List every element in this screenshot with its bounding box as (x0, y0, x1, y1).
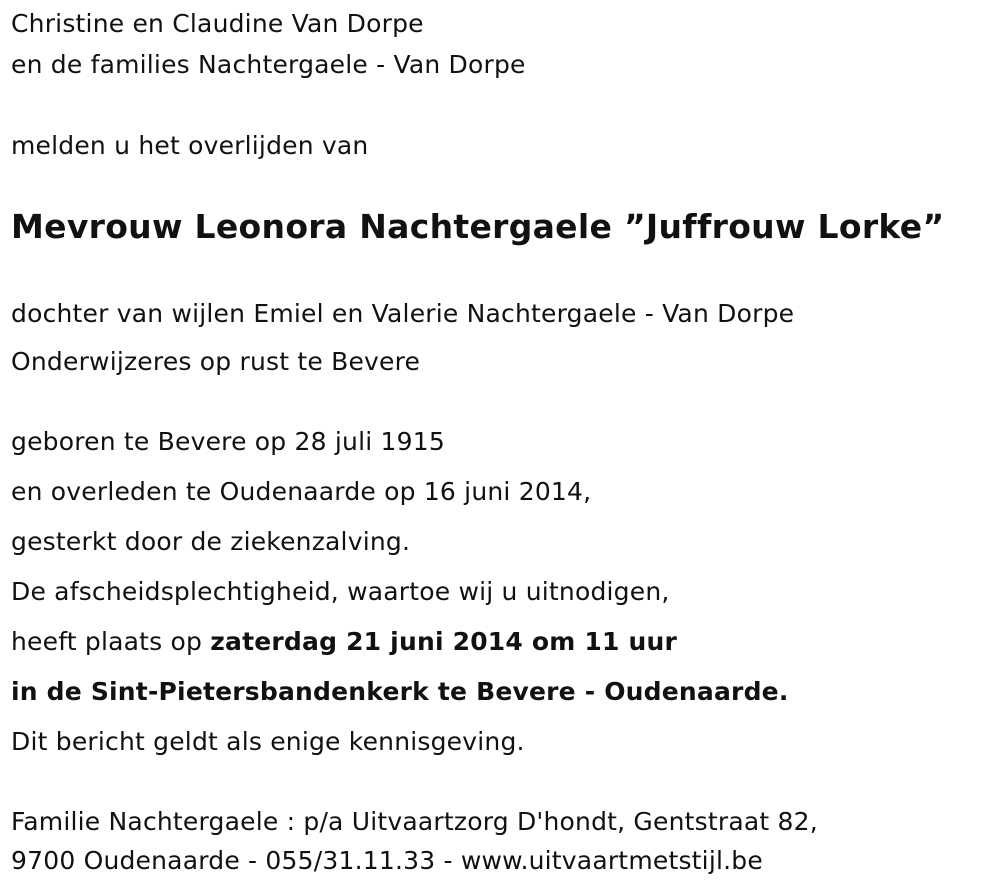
sacrament-text: gesterkt door de ziekenzalving. (11, 527, 411, 556)
ceremony-location: in de Sint-Pietersbandenkerk te Bevere - Oudenaarde. (11, 677, 789, 706)
ceremony-line (11, 626, 677, 658)
invitation-text: De afscheidsplechtigheid, waartoe wij u uitnodigen, (11, 577, 670, 606)
deceased-name: Mevrouw Leonora Nachtergaele ”Juffrouw Lorke” (11, 207, 945, 246)
contact-line-1: Familie Nachtergaele : p/a Uitvaartzorg D'hondt, Gentstraat 82, (11, 807, 818, 836)
death-text: en overleden te Oudenaarde op 16 juni 2014, (11, 477, 592, 506)
birth-text: geboren te Bevere op 28 juli 1915 (11, 427, 445, 456)
notice-text: Dit bericht geldt als enige kennisgeving. (11, 727, 525, 756)
announcers-line-2: en de families Nachtergaele - Van Dorpe (11, 50, 526, 79)
ceremony-prefix: heeft plaats op (11, 627, 211, 656)
announcers-line-1: Christine en Claudine Van Dorpe (11, 9, 424, 38)
contact-line-2: 9700 Oudenaarde - 055/31.11.33 - www.uitvaartmetstijl.be (11, 846, 763, 875)
ceremony-datetime: zaterdag 21 juni 2014 om 11 uur (210, 627, 678, 656)
occupation-text: Onderwijzeres op rust te Bevere (11, 347, 421, 376)
intro-text: melden u het overlijden van (11, 131, 369, 160)
relation-text: dochter van wijlen Emiel en Valerie Nachtergaele - Van Dorpe (11, 299, 795, 328)
